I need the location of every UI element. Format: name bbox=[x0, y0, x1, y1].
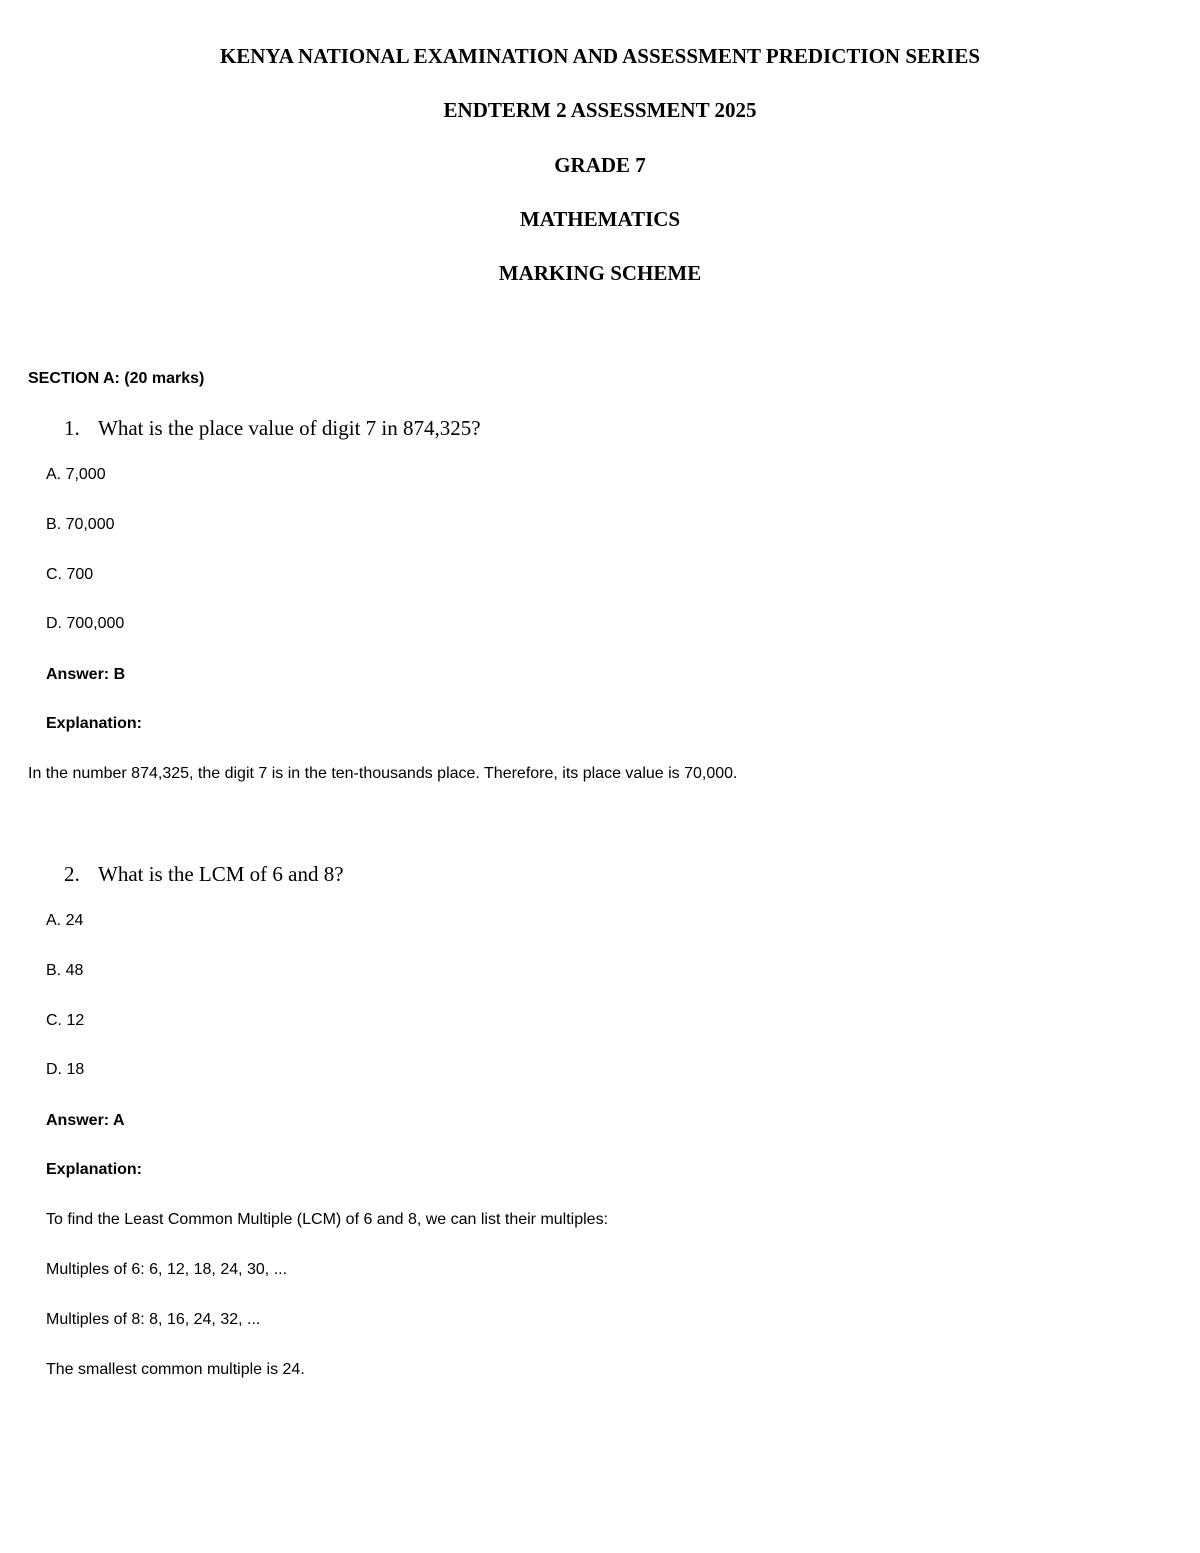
explanation-text: In the number 874,325, the digit 7 is in the ten-thousands place. Therefore, its place value is 70,000. bbox=[28, 765, 738, 782]
question-text: What is the LCM of 6 and 8? bbox=[98, 862, 344, 886]
option-b: B. 70,000 bbox=[46, 516, 115, 533]
explanation-label: Explanation: bbox=[46, 715, 143, 732]
explanation-text: The smallest common multiple is 24. bbox=[46, 1361, 305, 1378]
header-assessment: ENDTERM 2 ASSESSMENT 2025 bbox=[443, 98, 757, 122]
option-a: A. 7,000 bbox=[46, 466, 106, 483]
explanation-text: Multiples of 8: 8, 16, 24, 32, ... bbox=[46, 1311, 261, 1328]
option-c: C. 700 bbox=[46, 566, 94, 583]
header-marking-scheme: MARKING SCHEME bbox=[498, 261, 702, 285]
question-1 bbox=[64, 415, 481, 441]
header-subject: MATHEMATICS bbox=[519, 207, 681, 231]
option-d: D. 18 bbox=[46, 1061, 85, 1078]
question-2 bbox=[64, 861, 344, 887]
option-b: B. 48 bbox=[46, 962, 84, 979]
header-title: KENYA NATIONAL EXAMINATION AND ASSESSMENT PREDICTION SERIES bbox=[219, 44, 981, 68]
explanation-text: Multiples of 6: 6, 12, 18, 24, 30, ... bbox=[46, 1261, 288, 1278]
answer-label: Answer: A bbox=[46, 1112, 125, 1129]
explanation-text: To find the Least Common Multiple (LCM) of 6 and 8, we can list their multiples: bbox=[46, 1211, 609, 1228]
explanation-label: Explanation: bbox=[46, 1161, 143, 1178]
option-d: D. 700,000 bbox=[46, 615, 125, 632]
header-grade: GRADE 7 bbox=[554, 153, 646, 177]
answer-label: Answer: B bbox=[46, 666, 126, 683]
section-title: SECTION A: (20 marks) bbox=[28, 370, 205, 387]
question-number: 1. bbox=[64, 416, 80, 440]
option-a: A. 24 bbox=[46, 912, 84, 929]
question-number: 2. bbox=[64, 862, 80, 886]
option-c: C. 12 bbox=[46, 1012, 85, 1029]
question-text: What is the place value of digit 7 in 874,325? bbox=[98, 416, 481, 440]
